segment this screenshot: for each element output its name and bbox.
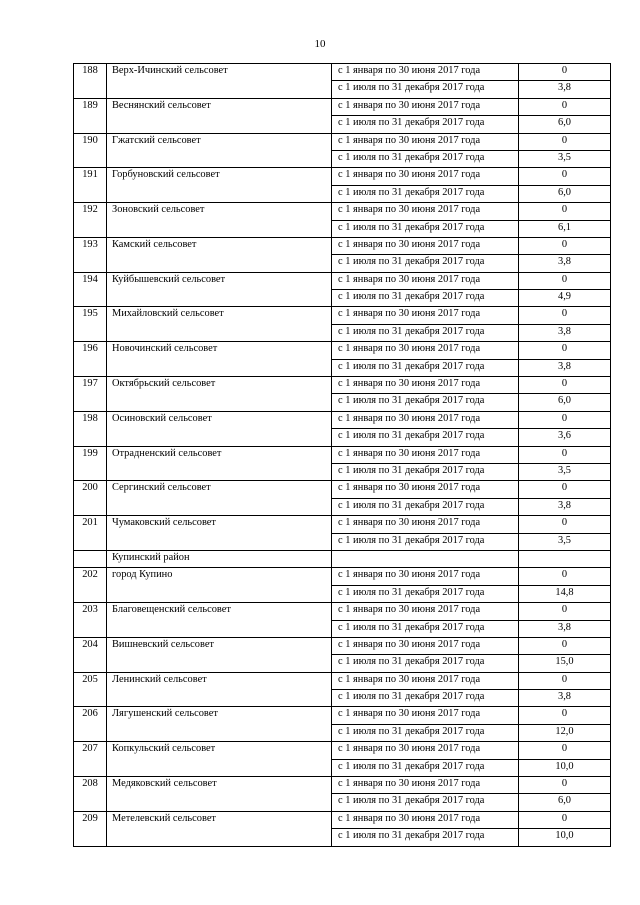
value-cell: 3,8 <box>519 498 611 515</box>
settlement-name-cell: Куйбышевский сельсовет <box>107 272 332 307</box>
value-cell: 0 <box>519 98 611 115</box>
period-cell: с 1 июля по 31 декабря 2017 года <box>332 255 519 272</box>
table-row <box>74 603 611 620</box>
period-cell: с 1 июля по 31 декабря 2017 года <box>332 585 519 602</box>
value-cell: 6,0 <box>519 794 611 811</box>
period-cell: с 1 января по 30 июня 2017 года <box>332 481 519 498</box>
period-cell: с 1 января по 30 июня 2017 года <box>332 811 519 828</box>
value-cell: 12,0 <box>519 724 611 741</box>
settlement-name-cell: Вишневский сельсовет <box>107 637 332 672</box>
settlement-name-cell: Зоновский сельсовет <box>107 203 332 238</box>
table-row <box>74 98 611 115</box>
row-number-cell: 190 <box>74 133 107 168</box>
value-cell: 14,8 <box>519 585 611 602</box>
period-cell: с 1 июля по 31 декабря 2017 года <box>332 794 519 811</box>
table-row <box>74 237 611 254</box>
value-cell: 0 <box>519 603 611 620</box>
value-cell: 6,0 <box>519 185 611 202</box>
period-cell: с 1 января по 30 июня 2017 года <box>332 237 519 254</box>
period-cell: с 1 июля по 31 декабря 2017 года <box>332 116 519 133</box>
period-cell: с 1 января по 30 июня 2017 года <box>332 133 519 150</box>
period-cell: с 1 июля по 31 декабря 2017 года <box>332 429 519 446</box>
settlement-name-cell: город Купино <box>107 568 332 603</box>
period-cell: с 1 января по 30 июня 2017 года <box>332 742 519 759</box>
value-cell: 3,8 <box>519 81 611 98</box>
row-number-cell: 208 <box>74 777 107 812</box>
settlement-name-cell: Метелевский сельсовет <box>107 811 332 846</box>
district-name-cell: Купинский район <box>107 550 332 567</box>
value-cell: 0 <box>519 707 611 724</box>
period-cell: с 1 января по 30 июня 2017 года <box>332 272 519 289</box>
period-cell: с 1 июля по 31 декабря 2017 года <box>332 724 519 741</box>
value-cell: 0 <box>519 811 611 828</box>
table-body <box>74 64 611 847</box>
settlement-name-cell: Осиновский сельсовет <box>107 411 332 446</box>
row-number-cell: 199 <box>74 446 107 481</box>
period-cell: с 1 января по 30 июня 2017 года <box>332 342 519 359</box>
settlement-name-cell: Сергинский сельсовет <box>107 481 332 516</box>
value-cell: 0 <box>519 742 611 759</box>
row-number-cell: 204 <box>74 637 107 672</box>
row-number-cell: 188 <box>74 64 107 99</box>
row-number-cell: 195 <box>74 307 107 342</box>
value-cell: 0 <box>519 272 611 289</box>
period-cell: с 1 июля по 31 декабря 2017 года <box>332 290 519 307</box>
settlement-name-cell: Копкульский сельсовет <box>107 742 332 777</box>
value-cell: 10,0 <box>519 759 611 776</box>
settlement-name-cell: Новочинский сельсовет <box>107 342 332 377</box>
value-cell: 6,0 <box>519 394 611 411</box>
settlement-name-cell: Верх-Ичинский сельсовет <box>107 64 332 99</box>
value-cell: 3,8 <box>519 620 611 637</box>
page-number: 10 <box>314 38 326 50</box>
period-cell: с 1 января по 30 июня 2017 года <box>332 307 519 324</box>
period-cell: с 1 января по 30 июня 2017 года <box>332 203 519 220</box>
period-cell: с 1 января по 30 июня 2017 года <box>332 672 519 689</box>
value-cell: 0 <box>519 777 611 794</box>
value-cell: 3,5 <box>519 463 611 480</box>
period-cell: с 1 января по 30 июня 2017 года <box>332 446 519 463</box>
period-cell: с 1 января по 30 июня 2017 года <box>332 168 519 185</box>
table-row <box>74 411 611 428</box>
period-cell: с 1 июля по 31 декабря 2017 года <box>332 220 519 237</box>
table-row <box>74 203 611 220</box>
value-cell: 3,5 <box>519 533 611 550</box>
table-row <box>74 168 611 185</box>
row-number-cell: 203 <box>74 603 107 638</box>
row-number-cell: 205 <box>74 672 107 707</box>
period-cell: с 1 января по 30 июня 2017 года <box>332 516 519 533</box>
value-cell: 0 <box>519 307 611 324</box>
table-row <box>74 516 611 533</box>
row-number-cell: 194 <box>74 272 107 307</box>
period-cell: с 1 июля по 31 декабря 2017 года <box>332 829 519 846</box>
row-number-cell: 209 <box>74 811 107 846</box>
period-cell: с 1 июля по 31 декабря 2017 года <box>332 150 519 167</box>
period-cell: с 1 июля по 31 декабря 2017 года <box>332 324 519 341</box>
table-row <box>74 707 611 724</box>
period-cell: с 1 января по 30 июня 2017 года <box>332 707 519 724</box>
table-row <box>74 64 611 81</box>
table-row <box>74 133 611 150</box>
value-cell <box>519 550 611 567</box>
table-row <box>74 342 611 359</box>
value-cell: 3,8 <box>519 255 611 272</box>
period-cell: с 1 июля по 31 декабря 2017 года <box>332 620 519 637</box>
value-cell: 10,0 <box>519 829 611 846</box>
table-row <box>74 446 611 463</box>
settlement-name-cell: Ленинский сельсовет <box>107 672 332 707</box>
table-row <box>74 272 611 289</box>
settlement-name-cell: Отрадненский сельсовет <box>107 446 332 481</box>
row-number-cell: 201 <box>74 516 107 551</box>
period-cell: с 1 июля по 31 декабря 2017 года <box>332 655 519 672</box>
period-cell: с 1 января по 30 июня 2017 года <box>332 377 519 394</box>
value-cell: 0 <box>519 377 611 394</box>
settlement-name-cell: Горбуновский сельсовет <box>107 168 332 203</box>
row-number-cell: 189 <box>74 98 107 133</box>
period-cell: с 1 января по 30 июня 2017 года <box>332 777 519 794</box>
period-cell: с 1 января по 30 июня 2017 года <box>332 411 519 428</box>
value-cell: 0 <box>519 203 611 220</box>
settlement-name-cell: Чумаковский сельсовет <box>107 516 332 551</box>
value-cell: 15,0 <box>519 655 611 672</box>
settlement-name-cell: Михайловский сельсовет <box>107 307 332 342</box>
value-cell: 3,5 <box>519 150 611 167</box>
value-cell: 0 <box>519 411 611 428</box>
period-cell: с 1 января по 30 июня 2017 года <box>332 568 519 585</box>
value-cell: 0 <box>519 568 611 585</box>
settlement-name-cell: Октябрьский сельсовет <box>107 377 332 412</box>
settlement-name-cell: Благовещенский сельсовет <box>107 603 332 638</box>
row-number-cell: 196 <box>74 342 107 377</box>
row-number-cell: 197 <box>74 377 107 412</box>
row-number-cell: 202 <box>74 568 107 603</box>
table-row <box>74 307 611 324</box>
row-number-cell: 192 <box>74 203 107 238</box>
table-row <box>74 568 611 585</box>
row-number-cell: 207 <box>74 742 107 777</box>
period-cell: с 1 января по 30 июня 2017 года <box>332 637 519 654</box>
period-cell: с 1 июля по 31 декабря 2017 года <box>332 185 519 202</box>
period-cell: с 1 июля по 31 декабря 2017 года <box>332 690 519 707</box>
value-cell: 6,0 <box>519 116 611 133</box>
value-cell: 0 <box>519 446 611 463</box>
district-row <box>74 550 611 567</box>
value-cell: 0 <box>519 481 611 498</box>
period-cell: с 1 июля по 31 декабря 2017 года <box>332 498 519 515</box>
row-number-cell: 191 <box>74 168 107 203</box>
value-cell: 3,8 <box>519 324 611 341</box>
settlement-name-cell: Веснянский сельсовет <box>107 98 332 133</box>
row-number-cell: 193 <box>74 237 107 272</box>
period-cell: с 1 июля по 31 декабря 2017 года <box>332 533 519 550</box>
settlement-name-cell: Камский сельсовет <box>107 237 332 272</box>
value-cell: 0 <box>519 516 611 533</box>
period-cell: с 1 января по 30 июня 2017 года <box>332 98 519 115</box>
settlement-name-cell: Медяковский сельсовет <box>107 777 332 812</box>
value-cell: 0 <box>519 133 611 150</box>
value-cell: 6,1 <box>519 220 611 237</box>
value-cell: 0 <box>519 237 611 254</box>
period-cell: с 1 июля по 31 декабря 2017 года <box>332 463 519 480</box>
value-cell: 3,6 <box>519 429 611 446</box>
table-row <box>74 777 611 794</box>
tariff-table <box>73 63 611 847</box>
period-cell: с 1 января по 30 июня 2017 года <box>332 603 519 620</box>
value-cell: 0 <box>519 342 611 359</box>
row-number-cell: 200 <box>74 481 107 516</box>
value-cell: 3,8 <box>519 690 611 707</box>
period-cell: с 1 июля по 31 декабря 2017 года <box>332 359 519 376</box>
period-cell: с 1 июля по 31 декабря 2017 года <box>332 759 519 776</box>
value-cell: 0 <box>519 672 611 689</box>
period-cell: с 1 июля по 31 декабря 2017 года <box>332 81 519 98</box>
row-number-cell: 206 <box>74 707 107 742</box>
table-row <box>74 377 611 394</box>
value-cell: 3,8 <box>519 359 611 376</box>
settlement-name-cell: Гжатский сельсовет <box>107 133 332 168</box>
table-row <box>74 481 611 498</box>
period-cell: с 1 июля по 31 декабря 2017 года <box>332 394 519 411</box>
value-cell: 4,9 <box>519 290 611 307</box>
row-number-cell: 198 <box>74 411 107 446</box>
value-cell: 0 <box>519 168 611 185</box>
row-number-cell <box>74 550 107 567</box>
value-cell: 0 <box>519 64 611 81</box>
table-row <box>74 637 611 654</box>
period-cell: с 1 января по 30 июня 2017 года <box>332 64 519 81</box>
value-cell: 0 <box>519 637 611 654</box>
table-row <box>74 811 611 828</box>
period-cell <box>332 550 519 567</box>
table-row <box>74 742 611 759</box>
settlement-name-cell: Лягушенский сельсовет <box>107 707 332 742</box>
table-row <box>74 672 611 689</box>
